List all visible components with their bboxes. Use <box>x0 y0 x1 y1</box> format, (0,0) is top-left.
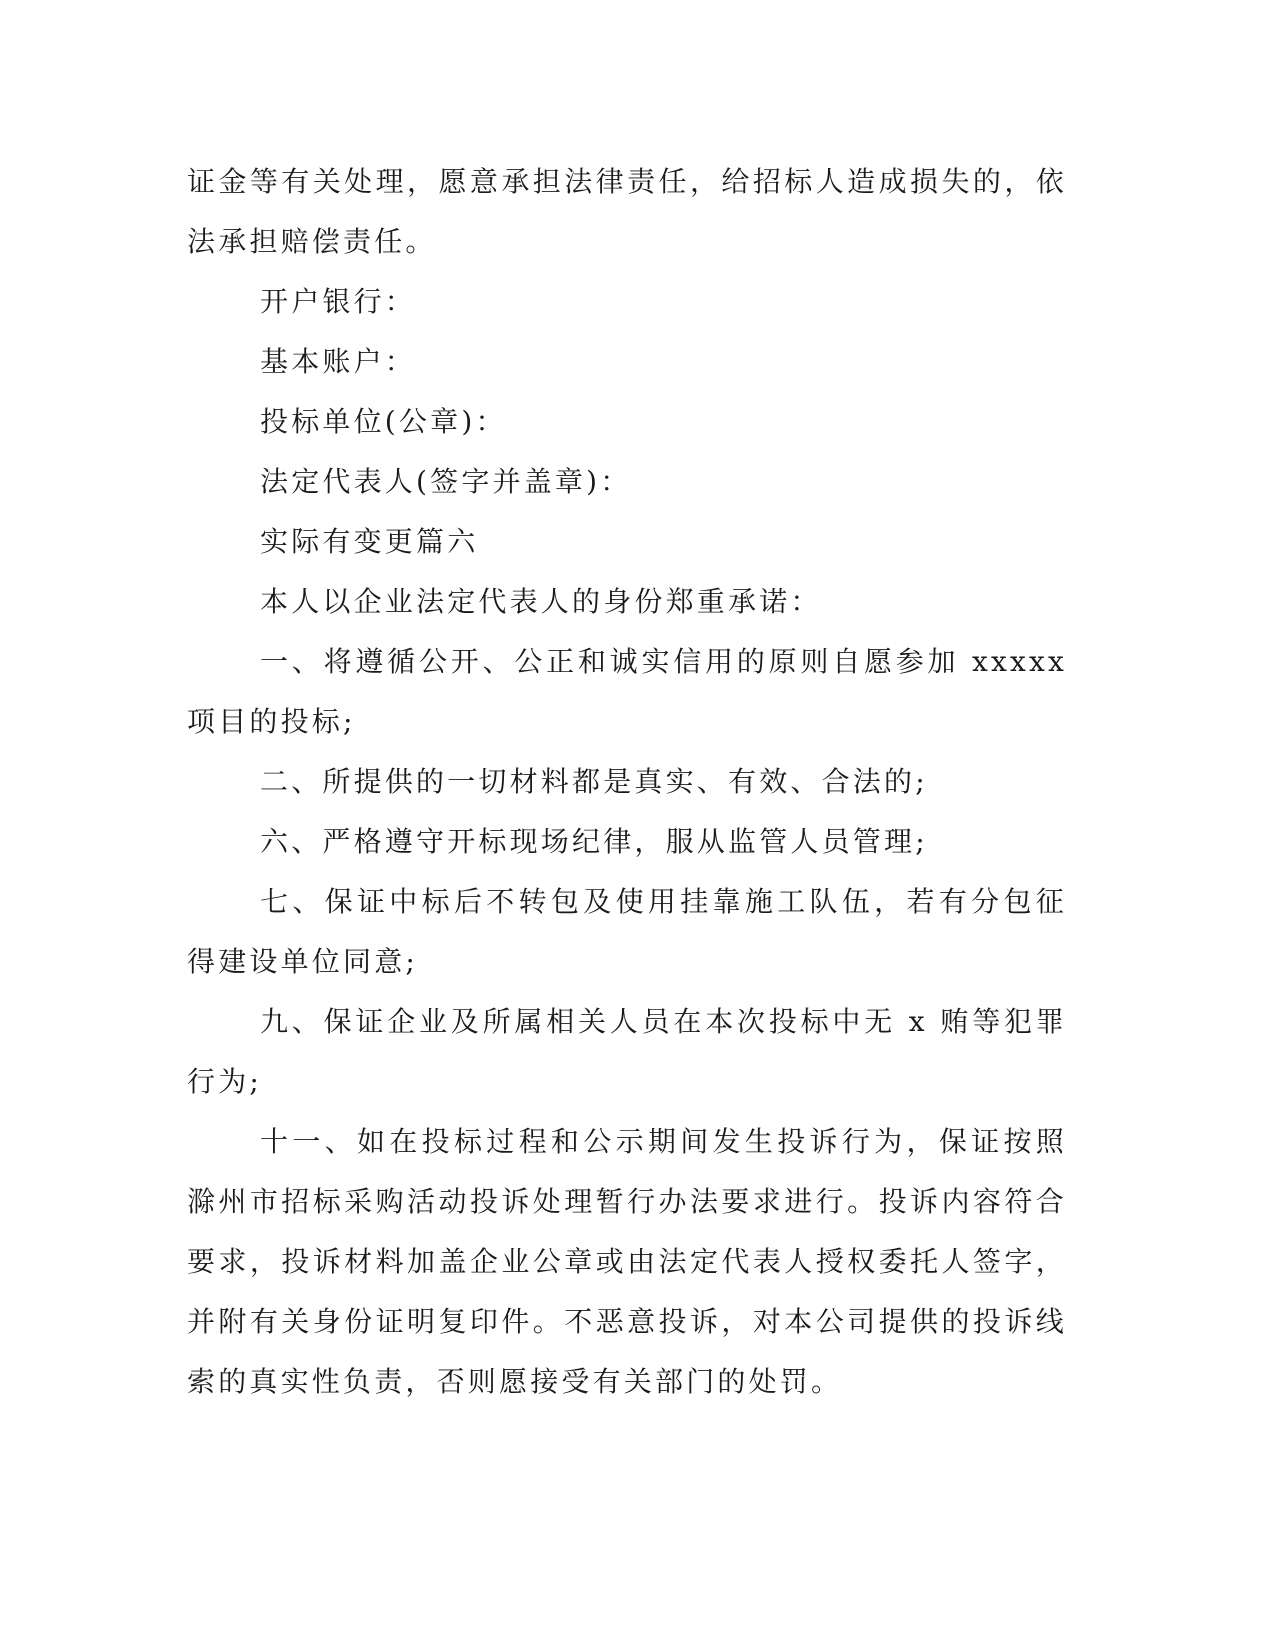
paragraph-bank: 开户银行： <box>260 285 417 318</box>
commitment-item-7: 七、保证中标后不转包及使用挂靠施工队伍，若有分包征得建设单位同意; <box>187 885 1067 978</box>
paragraph-legal-rep-signature: 法定代表人(签字并盖章)： <box>260 465 632 498</box>
commitment-item-2: 二、所提供的一切材料都是真实、有效、合法的; <box>260 765 928 798</box>
document-body <box>187 152 1067 1412</box>
commitment-item-9: 九、保证企业及所属相关人员在本次投标中无 x 贿等犯罪行为; <box>187 1005 1067 1098</box>
paragraph-basic-account: 基本账户： <box>260 345 417 378</box>
commitment-item-6: 六、严格遵守开标现场纪律，服从监管人员管理; <box>260 825 928 858</box>
paragraph-continuation: 证金等有关处理，愿意承担法律责任，给招标人造成损失的，依法承担赔偿责任。 <box>187 165 1067 258</box>
commitment-item-1: 一、将遵循公开、公正和诚实信用的原则自愿参加 xxxxx 项目的投标; <box>187 645 1067 738</box>
commitment-item-11: 十一、如在投标过程和公示期间发生投诉行为，保证按照滁州市招标采购活动投诉处理暂行办法要求进行。投诉内容符合要求，投诉材料加盖企业公章或由法定代表人授权委托人签字，并附有关身份证明复印件。不恶意投诉，对本公司提供的投诉线索的真实性负责，否则愿接受有关部门的处罚。 <box>187 1125 1067 1398</box>
paragraph-commitment-intro: 本人以企业法定代表人的身份郑重承诺： <box>260 585 822 618</box>
section-heading: 实际有变更篇六 <box>260 525 479 558</box>
paragraph-bidder-seal: 投标单位(公章)： <box>260 405 507 438</box>
